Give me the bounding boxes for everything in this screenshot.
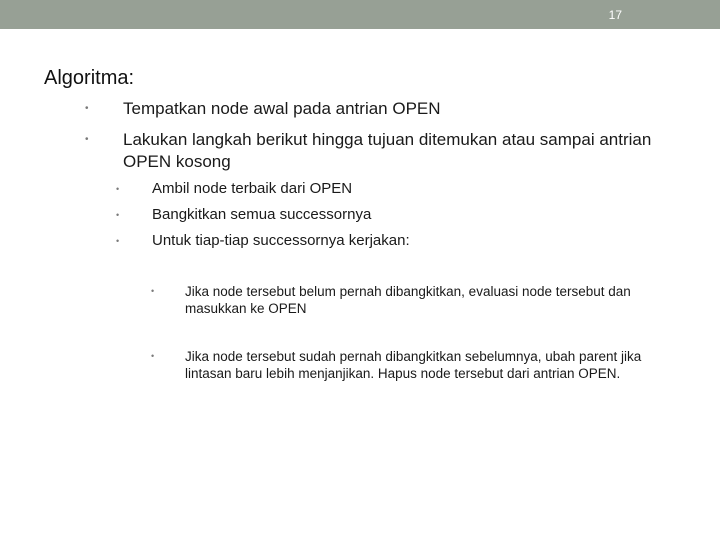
bullet-text: Lakukan langkah berikut hingga tujuan ditemukan atau sampai antrian OPEN kosong — [123, 130, 652, 171]
header-bar — [0, 0, 720, 29]
bullet-text: Jika node tersebut sudah pernah dibangkitkan sebelumnya, ubah parent jika lintasan baru lebih menjanjikan. Hapus node tersebut dari antrian OPEN. — [185, 349, 642, 381]
bullet-text: Untuk tiap-tiap successornya kerjakan: — [152, 232, 410, 249]
bullet-icon: • — [116, 184, 120, 194]
bullet-text: Tempatkan node awal pada antrian OPEN — [123, 99, 441, 118]
bullet-icon: • — [151, 286, 155, 296]
bullet-icon: • — [116, 210, 120, 220]
bullet-l2-2 — [116, 202, 692, 228]
bullet-icon: • — [85, 134, 89, 145]
bullet-text: Ambil node terbaik dari OPEN — [152, 180, 353, 197]
bullet-icon: • — [151, 351, 155, 361]
bullet-l2-1 — [116, 176, 692, 202]
bullet-icon: • — [116, 236, 120, 246]
bullet-l1-1 — [85, 98, 693, 120]
bullet-text: Bangkitkan semua successornya — [152, 206, 372, 223]
bullet-icon: • — [85, 103, 89, 114]
page-number: 17 — [608, 8, 622, 22]
bullet-l2-3 — [116, 228, 692, 254]
bullet-text: Jika node tersebut belum pernah dibangkitkan, evaluasi node tersebut dan masukkan ke OPEN — [185, 284, 631, 316]
slide-title: Algoritma: — [44, 67, 135, 89]
bullet-l3-2 — [151, 348, 685, 382]
bullet-l1-2 — [85, 129, 693, 173]
bullet-l3-1 — [151, 283, 685, 317]
